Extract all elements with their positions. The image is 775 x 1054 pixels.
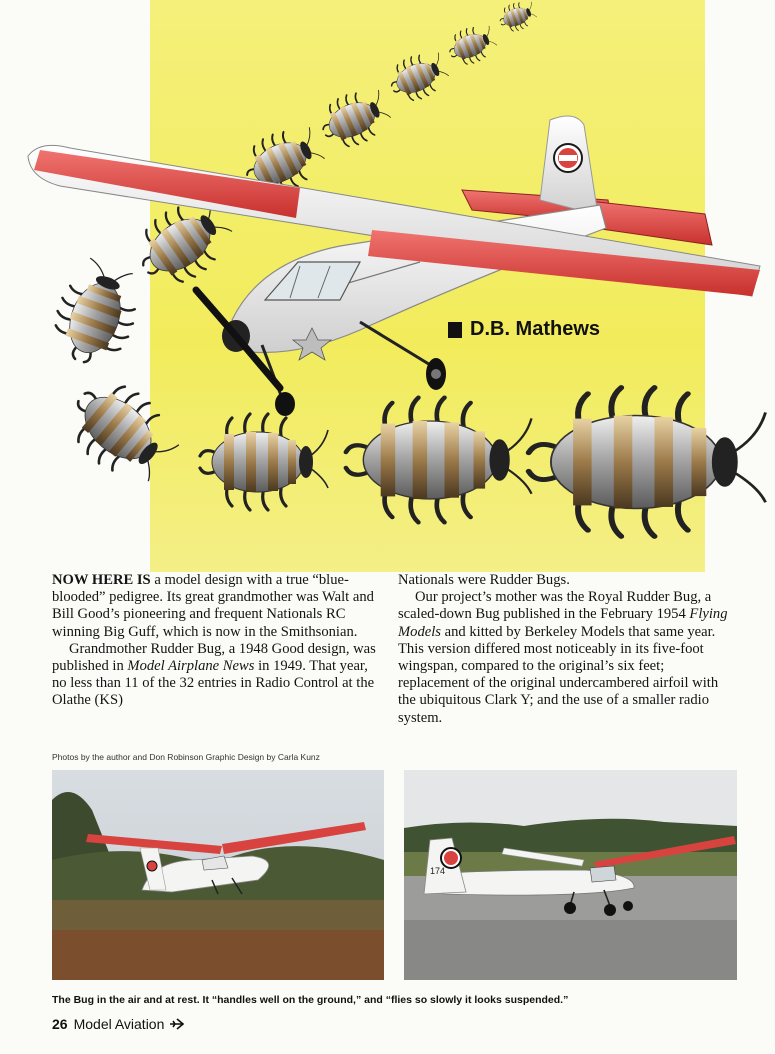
paragraph-4: Our project’s mother was the Royal Rudder Bug, a scaled-down Bug published in the February 1954 Flying Models and kitted by Berkeley Models that same year. This version differed most noticeably in its five-foot wingspan, compared to the original’s six feet; replacement of the original undercambered airfoil with the ubiquitous Clark Y; and the use of a smaller radio system. xyxy=(398,589,728,726)
photo-credits: Photos by the author and Don Robinson Graphic Design by Carla Kunz xyxy=(52,752,320,762)
paragraph-3: Nationals were Rudder Bugs. xyxy=(398,572,570,588)
paragraph-2: Grandmother Rudder Bug, a 1948 Good design, was published in Model Airplane News in 1949. That year, no less than 11 of the 32 entries in Radio Control at the Olathe (KS) xyxy=(52,640,376,709)
paragraph-1: NOW HERE IS a model design with a true “blue-blooded” pedigree. Its great grandmother was Walt and Bill Good’s pioneering and frequent Nationals RC winning Big Guff, which is now in the Smithsonian. xyxy=(52,572,374,640)
photo-in-air xyxy=(52,770,384,980)
photo-caption: The Bug in the air and at rest. It “handles well on the ground,” and “flies so slowly it looks suspended.” xyxy=(52,994,569,1006)
plane-arrow-icon xyxy=(170,1018,184,1030)
page-footer xyxy=(52,1016,184,1032)
article-column-right xyxy=(398,572,728,727)
author-byline xyxy=(448,318,600,341)
page-number: 26 xyxy=(52,1016,68,1032)
plane-number-text: 174 xyxy=(430,866,446,876)
byline-square-icon xyxy=(448,322,462,338)
article-column-left xyxy=(52,572,382,710)
author-name: D.B. Mathews xyxy=(470,318,601,340)
lead-in: NOW HERE IS xyxy=(52,572,151,588)
airplane-illustration xyxy=(28,116,760,416)
publication-name: Model Aviation xyxy=(73,1016,165,1032)
photo-at-rest xyxy=(404,770,737,980)
